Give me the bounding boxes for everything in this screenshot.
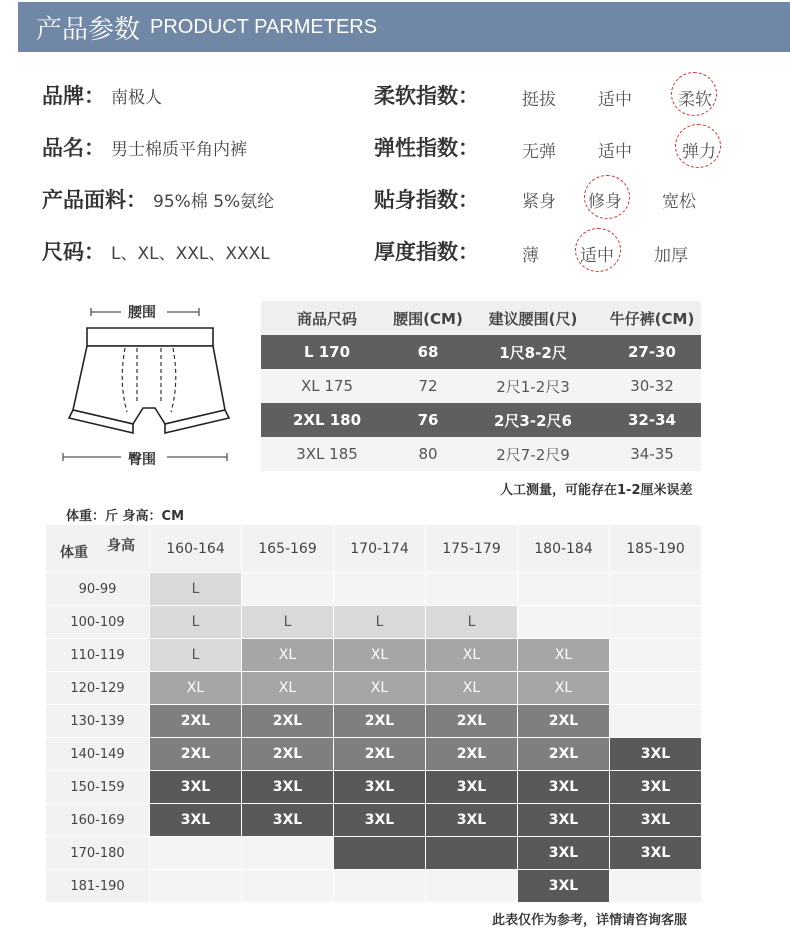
weight-label: 90-99 (46, 573, 150, 606)
grid-cell (610, 705, 702, 738)
spec-fabric (42, 184, 274, 214)
index-label-thickness: 厚度指数： (374, 240, 479, 264)
grid-cell: 2XL (334, 738, 426, 771)
grid-cell (242, 870, 334, 903)
grid-cell: 2XL (426, 738, 518, 771)
grid-cell: 2XL (334, 705, 426, 738)
grid-cell: XL (242, 639, 334, 672)
table-row (261, 437, 701, 471)
grid-cell (426, 573, 518, 606)
grid-cell (426, 870, 518, 903)
col-header: 商品尺码 (296, 309, 357, 328)
grid-cell: L (150, 639, 242, 672)
spec-value: 南极人 (111, 88, 162, 108)
grid-cell: 2XL (242, 738, 334, 771)
grid-row (46, 870, 702, 903)
grid-cell: 3XL (518, 804, 610, 837)
grid-cell: 2XL (518, 738, 610, 771)
grid-cell: 2XL (426, 705, 518, 738)
grid-row (46, 705, 702, 738)
index-label-fit: 贴身指数： (374, 188, 479, 212)
cell: 2尺1-2尺3 (496, 377, 570, 396)
grid-row (46, 738, 702, 771)
grid-cell (518, 573, 610, 606)
grid-cell: 3XL (242, 771, 334, 804)
grid-cell: L (426, 606, 518, 639)
grid-units: 体重：斤 身高：CM (66, 509, 185, 524)
cell: 80 (418, 445, 438, 463)
selected-circle-mark (675, 124, 721, 168)
grid-cell: XL (426, 672, 518, 705)
spec-label: 尺码： (42, 240, 105, 264)
weight-label: 100-109 (46, 606, 150, 639)
grid-cell: 2XL (518, 705, 610, 738)
grid-cell: 3XL (150, 804, 242, 837)
grid-body (46, 573, 702, 903)
grid-cell: L (150, 573, 242, 606)
height-header: 180-184 (518, 525, 610, 573)
index-option-selected: 弹力 (682, 142, 716, 162)
selected-circle-mark (575, 228, 621, 272)
section-header (18, 2, 790, 52)
col-header: 牛仔裤(CM) (609, 309, 695, 328)
index-label-softness: 柔软指数： (374, 84, 479, 108)
measurement-note: 人工测量，可能存在1-2厘米误差 (500, 483, 693, 498)
grid-cell (150, 837, 242, 870)
spec-value: 男士棉质平角内裤 (111, 140, 247, 160)
height-header: 175-179 (426, 525, 518, 573)
grid-cell (334, 573, 426, 606)
weight-label: 181-190 (46, 870, 150, 903)
grid-cell: 2XL (150, 738, 242, 771)
grid-row (46, 837, 702, 870)
height-header: 185-190 (610, 525, 702, 573)
grid-cell: XL (334, 639, 426, 672)
grid-cell (334, 870, 426, 903)
grid-cell: 3XL (150, 771, 242, 804)
grid-cell (334, 837, 426, 870)
grid-cell: 3XL (610, 771, 702, 804)
cell: 68 (417, 343, 439, 361)
grid-cell (610, 606, 702, 639)
index-option-selected: 适中 (580, 246, 614, 266)
corner-weight-label: 体重 (60, 545, 88, 561)
table-row (261, 403, 701, 437)
waist-label: 腰围 (128, 305, 156, 321)
selected-circle-mark (671, 72, 717, 116)
grid-row (46, 771, 702, 804)
cell: 2XL 180 (292, 411, 362, 429)
header-title-cn: 产品参数 (36, 14, 141, 45)
table-row (261, 335, 701, 369)
grid-cell: XL (426, 639, 518, 672)
index-option: 紧身 (522, 192, 556, 212)
col-header: 建议腰围(尺) (488, 309, 578, 328)
grid-cell: XL (242, 672, 334, 705)
index-option: 宽松 (662, 192, 696, 212)
grid-row (46, 639, 702, 672)
grid-cell: 3XL (242, 804, 334, 837)
grid-cell: 2XL (150, 705, 242, 738)
grid-cell: 2XL (242, 705, 334, 738)
spec-label: 品牌： (42, 84, 105, 108)
cell: 27-30 (628, 343, 676, 361)
weight-label: 160-169 (46, 804, 150, 837)
grid-cell: L (334, 606, 426, 639)
cell: 30-32 (630, 377, 674, 395)
height-header: 160-164 (150, 525, 242, 573)
grid-cell (610, 672, 702, 705)
grid-cell: 3XL (518, 870, 610, 903)
corner-height-label: 身高 (107, 538, 135, 554)
cell: 34-35 (630, 445, 674, 463)
grid-cell: 3XL (610, 738, 702, 771)
grid-row (46, 606, 702, 639)
cell: L 170 (303, 343, 351, 361)
grid-cell: 3XL (518, 837, 610, 870)
grid-cell (610, 870, 702, 903)
index-option: 无弹 (522, 142, 556, 162)
grid-cell (426, 837, 518, 870)
index-option-selected: 修身 (588, 192, 622, 212)
cell: 32-34 (628, 411, 676, 429)
cell: 72 (418, 377, 438, 395)
spec-brand (42, 80, 162, 110)
spec-name (42, 132, 247, 162)
grid-cell: 3XL (334, 771, 426, 804)
cell: XL 175 (300, 377, 354, 395)
spec-value: 95%棉 5%氨纶 (153, 192, 275, 212)
header-title-en: PRODUCT PARMETERS (150, 15, 378, 38)
spec-label: 产品面料： (42, 188, 147, 212)
index-option-selected: 柔软 (678, 90, 712, 110)
grid-header (46, 525, 702, 573)
grid-cell: 3XL (518, 771, 610, 804)
grid-cell (610, 573, 702, 606)
grid-cell (150, 870, 242, 903)
index-option: 适中 (598, 142, 632, 162)
weight-label: 110-119 (46, 639, 150, 672)
grid-cell: 3XL (334, 804, 426, 837)
cell: 2尺3-2尺6 (494, 411, 572, 430)
hip-label: 臀围 (128, 452, 156, 468)
grid-cell (610, 639, 702, 672)
spec-size (42, 236, 270, 266)
grid-cell (518, 606, 610, 639)
underwear-diagram (55, 300, 245, 470)
spec-label: 品名： (42, 136, 105, 160)
weight-label: 130-139 (46, 705, 150, 738)
index-option: 挺拔 (522, 90, 556, 110)
cell: 2尺7-2尺9 (496, 445, 570, 464)
grid-cell (242, 837, 334, 870)
grid-cell: 3XL (426, 771, 518, 804)
grid-cell: 3XL (610, 804, 702, 837)
index-option: 适中 (598, 90, 632, 110)
grid-cell: 3XL (610, 837, 702, 870)
grid-row (46, 804, 702, 837)
index-label-elasticity: 弹性指数： (374, 136, 479, 160)
weight-label: 170-180 (46, 837, 150, 870)
height-header: 170-174 (334, 525, 426, 573)
size-grid (46, 525, 702, 903)
grid-footer: 此表仅作为参考，详情请咨询客服 (492, 913, 688, 928)
size-table-header (261, 301, 701, 335)
grid-cell: XL (334, 672, 426, 705)
grid-cell: XL (150, 672, 242, 705)
index-option: 薄 (522, 246, 539, 266)
size-table (261, 301, 701, 471)
grid-cell: XL (518, 639, 610, 672)
weight-label: 120-129 (46, 672, 150, 705)
spec-value: L、XL、XXL、XXXL (111, 244, 270, 264)
index-option: 加厚 (654, 246, 688, 266)
grid-cell (242, 573, 334, 606)
grid-cell: 3XL (426, 804, 518, 837)
grid-corner (46, 525, 150, 573)
cell: 76 (417, 411, 439, 429)
cell: 1尺8-2尺 (499, 343, 567, 362)
table-row (261, 369, 701, 403)
grid-cell: L (242, 606, 334, 639)
col-header: 腰围(CM) (393, 309, 463, 328)
grid-row (46, 573, 702, 606)
weight-label: 140-149 (46, 738, 150, 771)
grid-cell: XL (518, 672, 610, 705)
height-header: 165-169 (242, 525, 334, 573)
cell: 3XL 185 (296, 445, 358, 463)
selected-circle-mark (584, 175, 630, 219)
grid-cell: L (150, 606, 242, 639)
grid-row (46, 672, 702, 705)
weight-label: 150-159 (46, 771, 150, 804)
